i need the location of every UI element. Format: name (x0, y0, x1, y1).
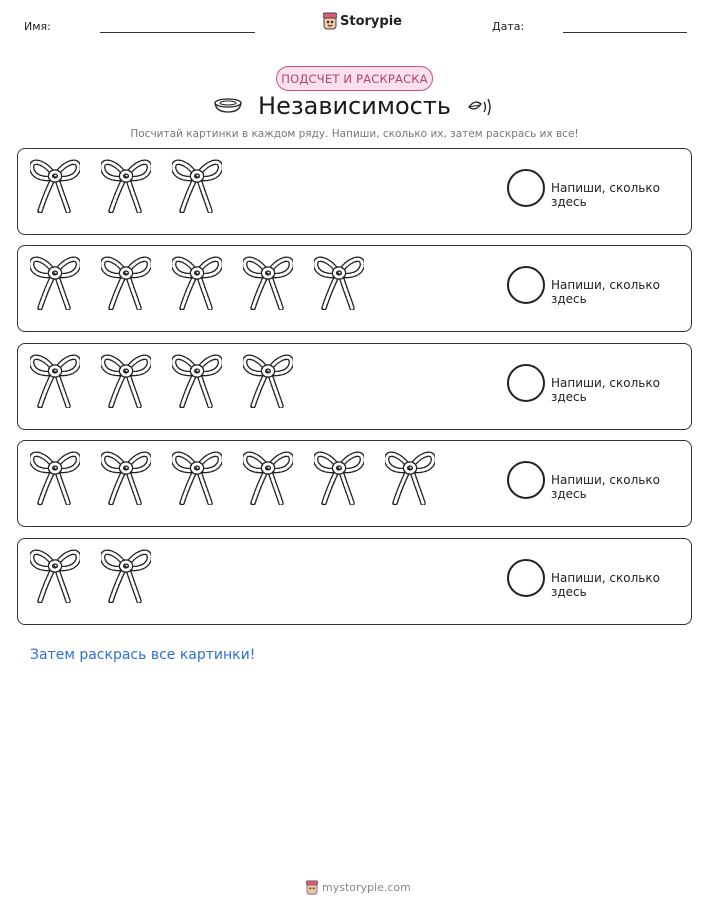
answer-prompt: Напиши, сколько здесь (551, 473, 660, 501)
bow-group (30, 157, 222, 213)
count-row-4 (17, 440, 692, 527)
bow-icon (172, 254, 222, 310)
answer-circle[interactable] (507, 266, 545, 304)
date-label: Дата: (492, 20, 525, 33)
bow-icon (314, 449, 364, 505)
name-line[interactable] (100, 32, 255, 33)
brand-name: Storypie (340, 13, 402, 29)
answer-circle[interactable] (507, 364, 545, 402)
page-title: Независимость (258, 92, 451, 120)
count-row-5 (17, 538, 692, 625)
bow-icon (101, 254, 151, 310)
answer-prompt: Напиши, сколько здесь (551, 571, 660, 599)
storypie-mascot-icon (306, 880, 318, 895)
instructions: Посчитай картинки в каждом ряду. Напиши, сколько их, затем раскрась их все! (130, 128, 579, 140)
bow-icon (172, 352, 222, 408)
bow-icon (172, 449, 222, 505)
count-row-2 (17, 245, 692, 332)
sound-leaf-icon (466, 96, 494, 118)
bow-group (30, 547, 151, 603)
count-row-1 (17, 148, 692, 235)
bow-icon (30, 547, 80, 603)
answer-circle[interactable] (507, 461, 545, 499)
bow-icon (101, 157, 151, 213)
category-badge: ПОДСЧЕТ И РАСКРАСКА (276, 66, 433, 91)
storypie-mascot-icon (323, 12, 337, 30)
date-line[interactable] (563, 32, 687, 33)
count-row-3 (17, 343, 692, 430)
bow-icon (314, 254, 364, 310)
storypie-logo (323, 12, 402, 30)
answer-circle[interactable] (507, 169, 545, 207)
bow-icon (30, 449, 80, 505)
coloring-note: Затем раскрась все картинки! (30, 647, 256, 663)
answer-circle[interactable] (507, 559, 545, 597)
bow-icon (101, 449, 151, 505)
bow-group (30, 449, 435, 505)
bow-icon (172, 157, 222, 213)
bow-group (30, 352, 293, 408)
bow-icon (243, 254, 293, 310)
bow-group (30, 254, 364, 310)
bow-icon (243, 352, 293, 408)
bow-icon (30, 254, 80, 310)
bow-icon (243, 449, 293, 505)
bow-icon (101, 547, 151, 603)
bow-icon (30, 157, 80, 213)
site-url: mystorypie.com (322, 881, 411, 894)
bow-icon (101, 352, 151, 408)
answer-prompt: Напиши, сколько здесь (551, 376, 660, 404)
site-footer (306, 880, 411, 895)
bow-icon (30, 352, 80, 408)
bow-icon (385, 449, 435, 505)
answer-prompt: Напиши, сколько здесь (551, 278, 660, 306)
name-label: Имя: (24, 20, 51, 33)
answer-prompt: Напиши, сколько здесь (551, 181, 660, 209)
